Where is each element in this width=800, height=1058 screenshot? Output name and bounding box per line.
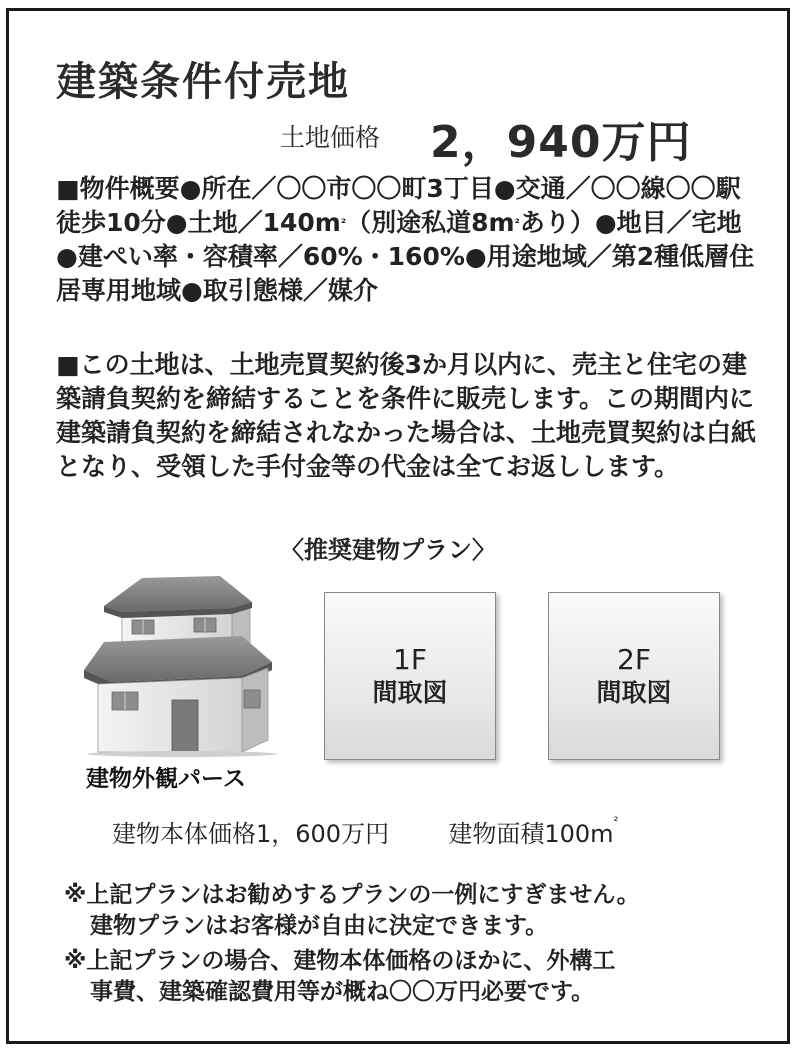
floor-plan-2f (548, 592, 720, 760)
note-2 (64, 946, 764, 1008)
note-1 (64, 880, 764, 942)
note-1-line-1: ※上記プランはお勧めするプランの一例にすぎません。 (64, 882, 640, 908)
overview-text-3: あり）●地目／宅地●建ぺい率・容積率／60%・160%●用途地域／第2種低層住居専用地域●取引態様／媒介 (56, 208, 755, 305)
property-overview (56, 172, 756, 344)
floor-plan-1f-level: 1F (393, 643, 427, 676)
note-1-line-2: 建物プランはお客様が自由に決定できます。 (90, 913, 549, 939)
house-illustration (82, 572, 282, 757)
floor-plan-2f-label: 間取図 (596, 678, 672, 707)
overview-text-1: ■物件概要●所在／〇〇市〇〇町3丁目●交通／〇〇線〇〇駅徒歩10分●土地／140m (56, 174, 741, 237)
overview-sup-2: ² (514, 216, 520, 230)
floor-plan-1f (324, 592, 496, 760)
floor-area-sup: ² (613, 814, 619, 828)
price-label: 土地価格 (280, 123, 381, 152)
overview-sup-1: ² (340, 216, 347, 230)
plan-heading: 〈推奨建物プラン〉 (280, 536, 496, 564)
floor-area: 建物面積100m (448, 820, 614, 848)
page-title: 建築条件付売地 (56, 59, 350, 105)
floor-plan-2f-level: 2F (617, 643, 651, 676)
note-2-line-2: 事費、建築確認費用等が概ね〇〇万円必要です。 (90, 979, 595, 1005)
note-2-line-1: ※上記プランの場合、建物本体価格のほかに、外構工 (64, 948, 616, 974)
overview-text-2: （別途私道8m (346, 208, 515, 237)
house-caption: 建物外観パース (86, 766, 246, 792)
condition-text: ■この土地は、土地売買契約後3か月以内に、売主と住宅の建築請負契約を締結することを条件に販売します。この期間内に建築請負契約を締結されなかった場合は、土地売買契約は白紙となり、受領した手付金等の代金は全てお返しします。 (56, 350, 757, 481)
building-price: 建物本体価格1，600万円 (112, 820, 390, 848)
building-specs (112, 814, 618, 849)
price-value: 2，940万円 (430, 117, 692, 168)
floor-plan-1f-label: 間取図 (372, 678, 448, 707)
